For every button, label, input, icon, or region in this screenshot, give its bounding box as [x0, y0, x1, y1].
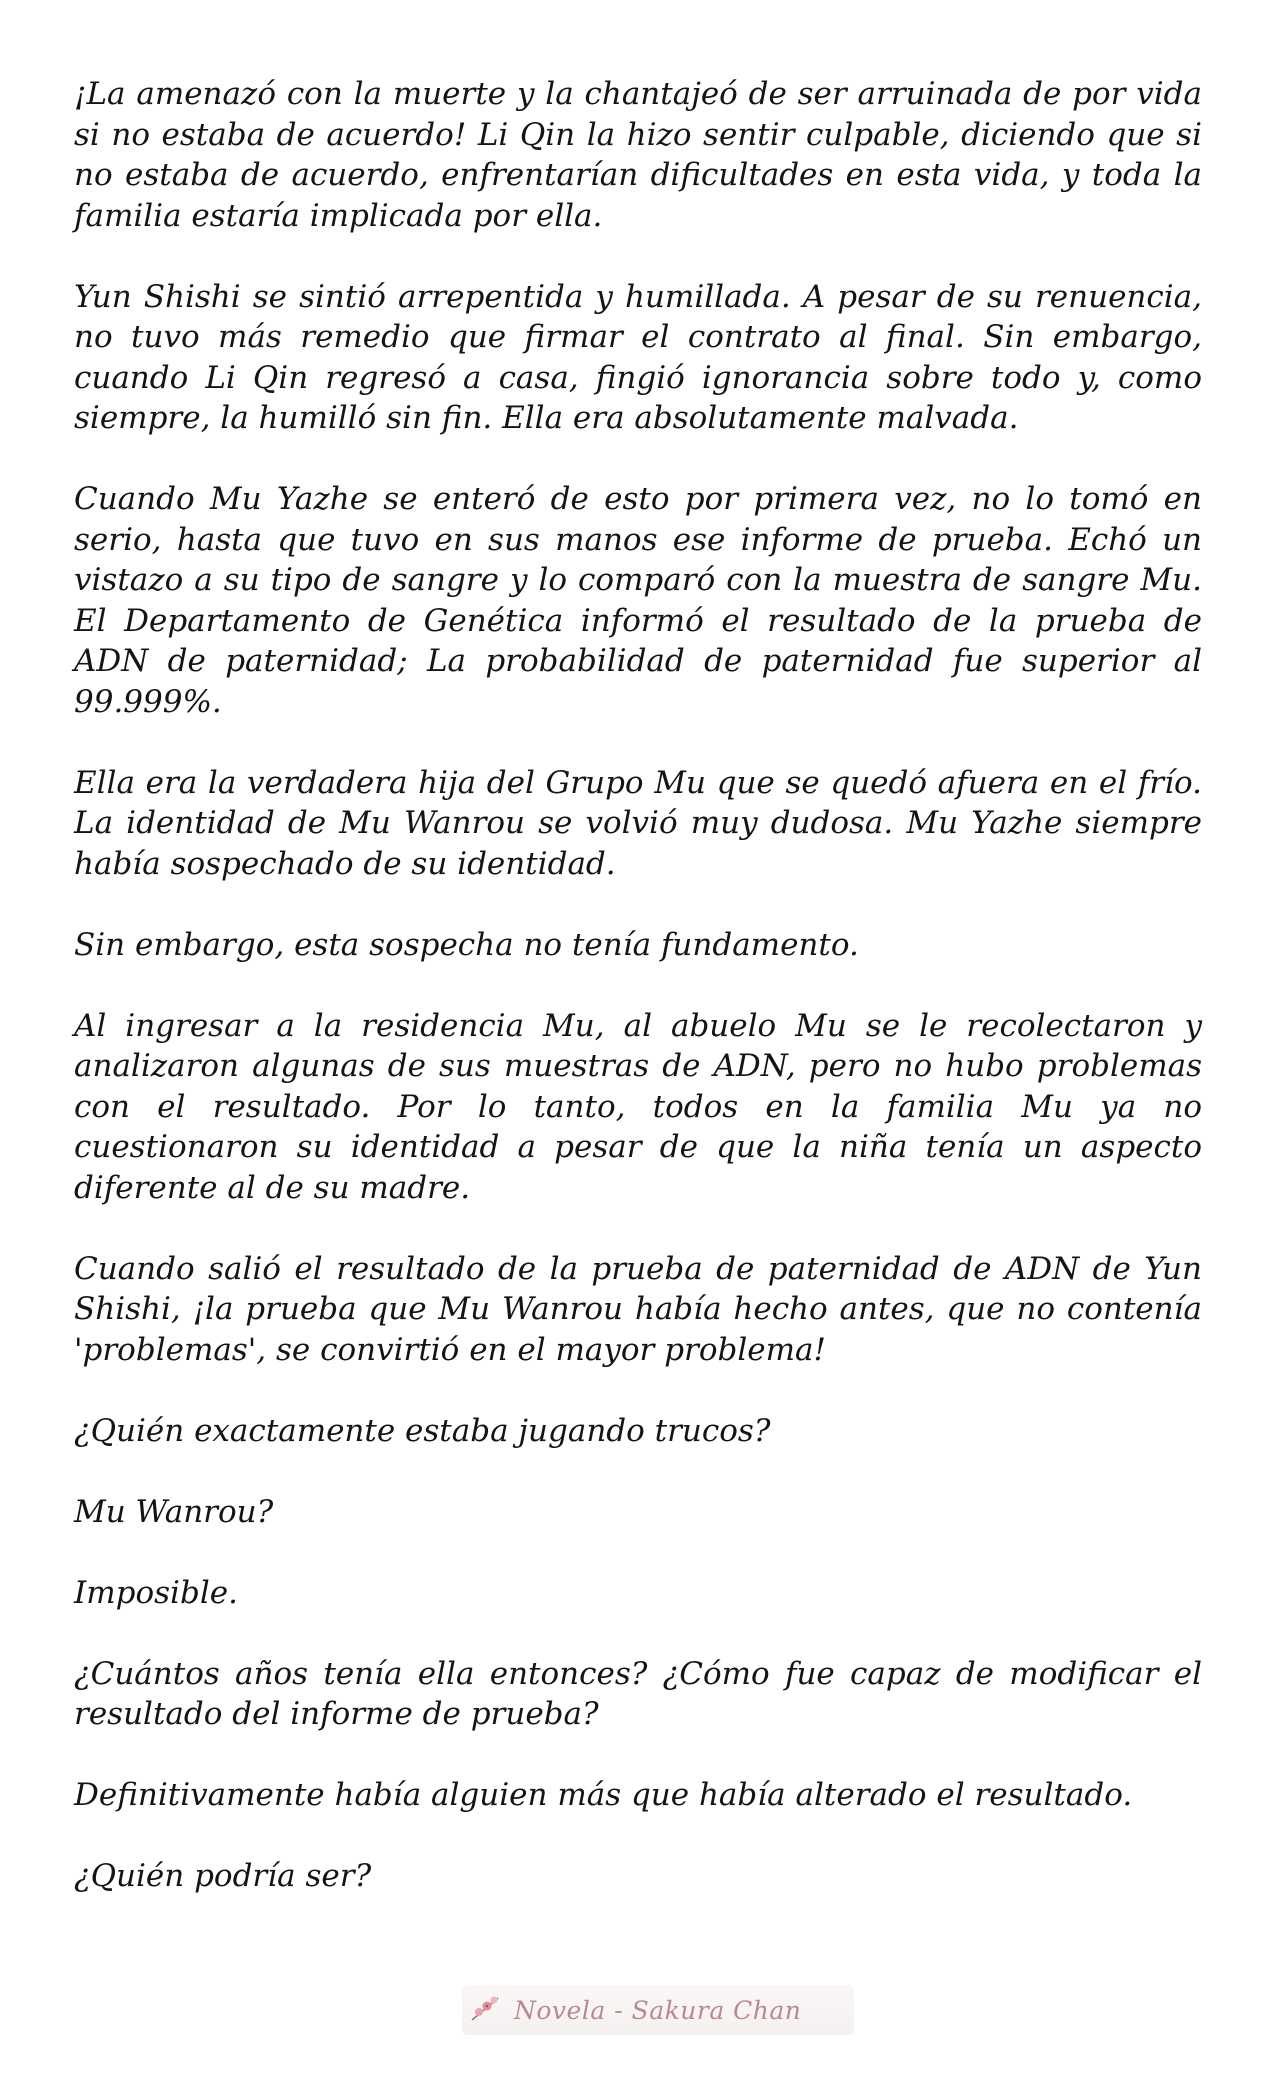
watermark: [462, 1985, 854, 2035]
paragraph-1: ¡La amenazó con la muerte y la chantajeó de ser arruinada de por vida si no estaba de acuerdo! Li Qin la hizo sentir culpable, diciendo que si no estaba de acuerdo, enfrentarían dificultades en esta vida, y toda la familia estaría implicada por ella.: [74, 76, 1202, 234]
paragraph-13: ¿Quién podría ser?: [74, 1858, 372, 1894]
paragraph-7: Cuando salió el resultado de la prueba de paternidad de ADN de Yun Shishi, ¡la prueba que Mu Wanrou había hecho antes, que no contenía 'problemas', se convirtió en el mayor problema!: [74, 1250, 1202, 1368]
paragraph-2: Yun Shishi se sintió arrepentida y humillada. A pesar de su renuencia, no tuvo más remedio que firmar el contrato al final. Sin embargo, cuando Li Qin regresó a casa, fingió ignorancia sobre todo y, como siempre, la humilló sin fin. Ella era absolutamente malvada.: [74, 278, 1202, 436]
watermark-text: Novela - Sakura Chan: [514, 1995, 802, 2025]
paragraph-12: Definitivamente había alguien más que había alterado el resultado.: [74, 1777, 1133, 1813]
sakura-blossom-icon: [468, 1990, 504, 2031]
paragraph-6: Al ingresar a la residencia Mu, al abuelo Mu se le recolectaron y analizaron algunas de sus muestras de ADN, pero no hubo problemas con el resultado. Por lo tanto, todos en la familia Mu ya no cuestionaron su identidad a pesar de que la niña tenía un aspecto diferente al de su madre.: [74, 1007, 1202, 1206]
paragraph-3: Cuando Mu Yazhe se enteró de esto por primera vez, no lo tomó en serio, hasta que tuvo en sus manos ese informe de prueba. Echó un vistazo a su tipo de sangre y lo comparó con la muestra de sangre Mu. El Departamento de Genética informó el resultado de la prueba de ADN de paternidad; La probabilidad de paternidad fue superior al 99.999%.: [74, 481, 1202, 720]
paragraph-9: Mu Wanrou?: [74, 1493, 274, 1530]
paragraph-10: Imposible.: [74, 1574, 238, 1611]
paragraph-4: Ella era la verdadera hija del Grupo Mu que se quedó afuera en el frío. La identidad de Mu Wanrou se volvió muy dudosa. Mu Yazhe siempre había sospechado de su identidad.: [74, 764, 1202, 882]
paragraph-5: Sin embargo, esta sospecha no tenía fundamento.: [74, 926, 859, 963]
document-body: [74, 74, 1202, 1937]
paragraph-11: ¿Cuántos años tenía ella entonces? ¿Cómo fue capaz de modificar el resultado del informe de prueba?: [74, 1655, 1202, 1732]
paragraph-8: ¿Quién exactamente estaba jugando trucos?: [74, 1412, 771, 1449]
